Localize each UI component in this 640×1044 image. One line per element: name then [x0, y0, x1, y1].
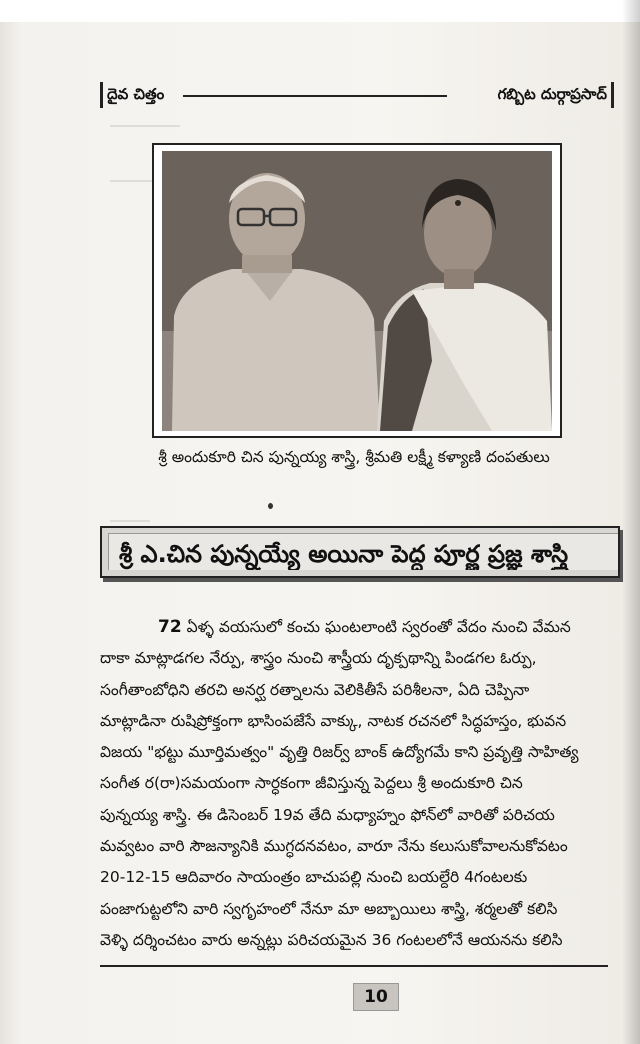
page-spine-shadow	[622, 0, 640, 1044]
article-heading: శ్రీ ఎ.చిన పున్నయ్యే అయినా పెద్ద పూర్ణ ప్రజ్ఞ శాస్త్రి	[108, 533, 618, 570]
page-number: 10	[353, 983, 399, 1011]
article-body	[100, 612, 620, 956]
author-name: గబ్బిట దుర్గాప్రసాద్	[497, 85, 607, 103]
body-line: వెళ్ళి దర్శించటం వారు అన్నట్లు పరిచయమైన 36 గంటలలోనే ఆయనను కలిసి	[100, 930, 563, 949]
article-heading-box	[100, 526, 620, 578]
body-line: సంగీతాంబోధిని తరచి అనర్ఘ రత్నాలను వెలికితీసే పరిశీలనా, ఏది చెప్పినా	[100, 680, 530, 699]
photo-frame	[152, 143, 562, 438]
body-line-text: ఏళ్ళ వయసులో కంచు ఘంటలాంటి స్వరంతో వేదం నుంచి వేమన	[181, 618, 571, 636]
bleed-through-mark	[110, 520, 150, 522]
body-line: విజయ "భట్టు మూర్తిమత్వం" వృత్తి రిజర్వ్ బాంక్ ఉద్యోగమే కాని ప్రవృత్తి సాహిత్య	[100, 743, 579, 762]
bleed-through-mark	[110, 125, 180, 127]
body-line: పంజాగుట్టలోని వారి స్వగృహంలో నేనూ మా అబ్బాయిలు శాస్త్రి, శర్మలతో కలిసి	[100, 899, 558, 918]
body-line: మవ్వటం వారి సౌజన్యానికి ముగ్ధదనవటం, వారూ నేను కలుసుకోవాలనుకోవటం	[100, 837, 568, 856]
header-rule	[183, 95, 447, 97]
photo-caption: శ్రీ అందుకూరి చిన పున్నయ్య శాస్త్రి, శ్రీమతి లక్ష్మీ కళ్యాణి దంపతులు	[158, 448, 550, 466]
running-header	[100, 82, 614, 108]
body-line	[100, 612, 620, 643]
couple-photo-illustration	[162, 151, 552, 431]
body-line: దాకా మాట్లాడగల నేర్పు, శాస్త్రం నుంచి శాస్త్రీయ దృక్పథాన్ని పిండగల ఓర్పు,	[100, 649, 537, 668]
couple-photo	[162, 151, 552, 431]
ink-dot	[268, 503, 273, 509]
body-line: మాట్లాడినా రుషిప్రోక్తంగా భాసింపజేసే వాక్కు, నాటక రచనలో సిద్ధహస్తం, భువన	[100, 711, 567, 730]
footer-rule	[100, 965, 608, 967]
body-line: సంగీత ర(రా)సమయంగా సార్ధకంగా జీవిస్తున్న పెద్దలు శ్రీ అందుకూరి చిన	[100, 774, 523, 793]
body-line: పున్నయ్య శాస్త్రి. ఈ డిసెంబర్ 19వ తేది మధ్యాహ్నం ఫోన్‌లో వారితో పరిచయ	[100, 805, 555, 824]
body-line: 20-12-15 ఆదివారం సాయంత్రం బాచుపల్లి నుంచి బయల్దేరి 4గంటలకు	[100, 868, 528, 887]
lead-number: 72	[158, 617, 182, 637]
book-title: దైవ చిత్తం	[107, 85, 165, 103]
page-top-edge	[0, 0, 640, 22]
